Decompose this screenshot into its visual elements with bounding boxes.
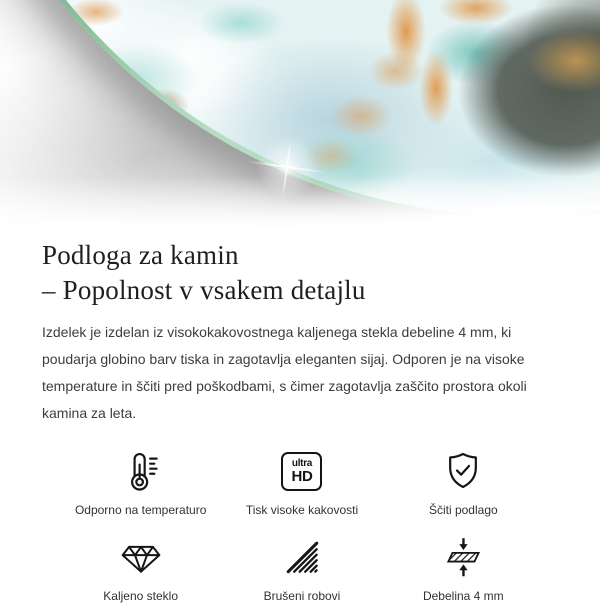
polished-edge-icon [280, 533, 324, 581]
feature-protection [383, 447, 544, 517]
feature-label: Brušeni robovi [263, 589, 341, 603]
ultra-hd-icon [281, 447, 322, 495]
feature-polished-edges [221, 533, 382, 603]
thermometer-icon [119, 447, 163, 495]
shield-check-icon [441, 447, 485, 495]
diamond-icon [119, 533, 163, 581]
feature-tempered-glass [60, 533, 221, 603]
feature-label: Tisk visoke kakovosti [245, 503, 359, 517]
feature-grid [42, 447, 552, 603]
page-title [42, 238, 552, 308]
product-description-section [0, 232, 600, 603]
ultra-hd-badge-top: ultra [291, 457, 313, 469]
feature-label: Odporno na temperaturo [74, 503, 207, 517]
product-description-text: Izdelek je izdelan iz visokokakovostnega kaljenega stekla debeline 4 mm, ki poudarja globino barv tiska in zagotavlja eleganten sijaj. Odporen je na visoke temperature in ščiti pred poškodbami, s čimer zagotavlja zaščito prostora okoli kamina za leta. [42, 324, 527, 421]
feature-label: Debelina 4 mm [422, 589, 504, 603]
page-title-line1: Podloga za kamin [42, 240, 239, 270]
feature-print-quality [221, 447, 382, 517]
feature-label: Kaljeno steklo [103, 589, 179, 603]
feature-temperature [60, 447, 221, 517]
thickness-icon [441, 533, 485, 581]
product-hero-image [0, 0, 600, 232]
ultra-hd-badge-bottom: HD [291, 467, 313, 485]
page-title-line2: – Popolnost v vsakem detajlu [42, 275, 366, 305]
feature-thickness [383, 533, 544, 603]
feature-label: Ščiti podlago [428, 503, 498, 517]
